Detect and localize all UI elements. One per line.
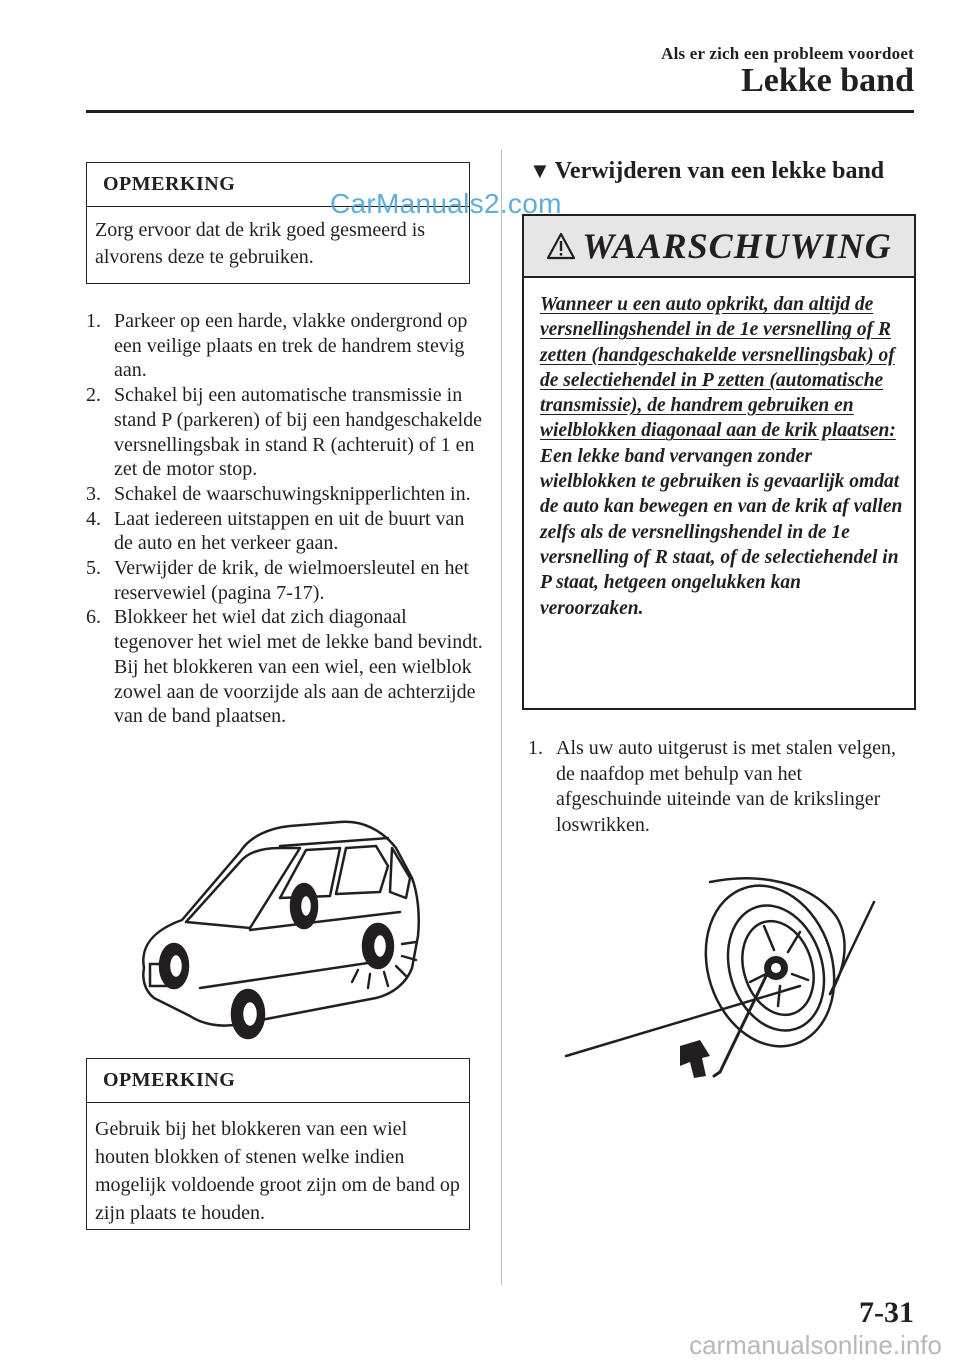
running-header-subtitle: Als er zich een probleem voordoet — [661, 44, 914, 63]
triangle-marker-icon: ▼ — [529, 158, 551, 183]
step-text: Parkeer op een harde, vlakke ondergrond op een veilige plaats en trek de handrem stevig aan. — [114, 310, 468, 382]
step-number: 1. — [86, 310, 101, 332]
step-number: 5. — [86, 557, 101, 580]
watermark-text: CarManuals2.com — [330, 188, 562, 219]
list-item — [86, 556, 486, 605]
step-number: 1. — [528, 737, 543, 759]
list-item — [86, 383, 486, 482]
step-number: 4. — [86, 507, 101, 530]
step-text: Verwijder de krik, de wielmoersleutel en het reservewiel (pagina 7-17). — [114, 557, 469, 604]
footer-watermark: carmanualsonline.info — [689, 1330, 942, 1360]
step-text: Schakel de waarschuwingsknipperlichten in. — [114, 482, 471, 505]
list-item — [528, 736, 908, 838]
step-number: 2. — [86, 384, 101, 407]
note-body: Zorg ervoor dat de krik goed gesmeerd is alvorens deze te gebruiken. — [95, 219, 426, 268]
header-rule — [86, 110, 914, 113]
list-item — [86, 605, 486, 729]
warning-text: Een lekke band vervangen zonder wielblokken te gebruiken is gevaarlijk omdat de auto kan bewegen en van de krik af vallen zelfs als de versnellingshendel in de 1e versnelling of R staat, of de selectiehendel in P staat, hetgeen ongelukken kan veroorzaken. — [540, 445, 903, 619]
warning-triangle-icon — [546, 232, 576, 260]
list-item — [86, 482, 486, 507]
step-number: 6. — [86, 606, 101, 629]
procedure-steps-left — [86, 309, 486, 729]
warning-underlined-text: Wanneer u een auto opkrikt, dan altijd de versnellingshendel in de 1e versnelling of R zetten (handgeschakelde versnellingsbak) of de selectiehendel in P zetten (automatische transmissie), de handrem gebruiken en wielblokken diagonaal aan de krik plaatsen: — [540, 294, 896, 442]
section-title — [529, 158, 884, 185]
warning-box — [522, 214, 916, 710]
list-item — [86, 507, 486, 556]
warning-title: WAARSCHUWING — [582, 226, 892, 266]
step-text: Als uw auto uitgerust is met stalen velgen, de naafdop met behulp van het afgeschuinde uiteinde van de krikslinger loswrikken. — [556, 737, 896, 836]
car-wheel-blocks-illustration — [130, 818, 460, 1040]
hubcap-removal-illustration — [560, 876, 880, 1082]
section-title-text: Verwijderen van een lekke band — [554, 158, 885, 184]
note-heading: OPMERKING — [87, 163, 469, 207]
step-number: 3. — [86, 482, 101, 505]
list-item — [86, 309, 486, 383]
step-text: Blokkeer het wiel dat zich diagonaal tegenover het wiel met de lekke band bevindt. Bij het blokkeren van een wiel, een wielblok zowel aan de voorzijde als aan de achterzijde van de band plaatsen. — [114, 606, 483, 728]
running-header-title: Lekke band — [741, 62, 914, 99]
warning-body — [524, 278, 914, 621]
step-text: Schakel bij een automatische transmissie in stand P (parkeren) of bij een handgeschakelde versnellingsbak in stand R (achteruit) of 1 en zet de motor stop. — [114, 384, 482, 481]
note-box-wheel-blocks — [86, 1058, 470, 1230]
note-body: Gebruik bij het blokkeren van een wiel houten blokken of stenen welke indien mogelijk voldoende groot zijn om de band op zijn plaats te houden. — [95, 1118, 460, 1224]
note-box-lubricate-jack — [86, 162, 470, 284]
column-divider — [501, 150, 502, 1285]
page-number: 7-31 — [859, 1296, 914, 1329]
procedure-steps-right — [528, 736, 908, 838]
warning-header — [524, 216, 914, 278]
note-heading: OPMERKING — [87, 1059, 469, 1103]
step-text: Laat iedereen uitstappen en uit de buurt van de auto en het verkeer gaan. — [114, 507, 465, 555]
